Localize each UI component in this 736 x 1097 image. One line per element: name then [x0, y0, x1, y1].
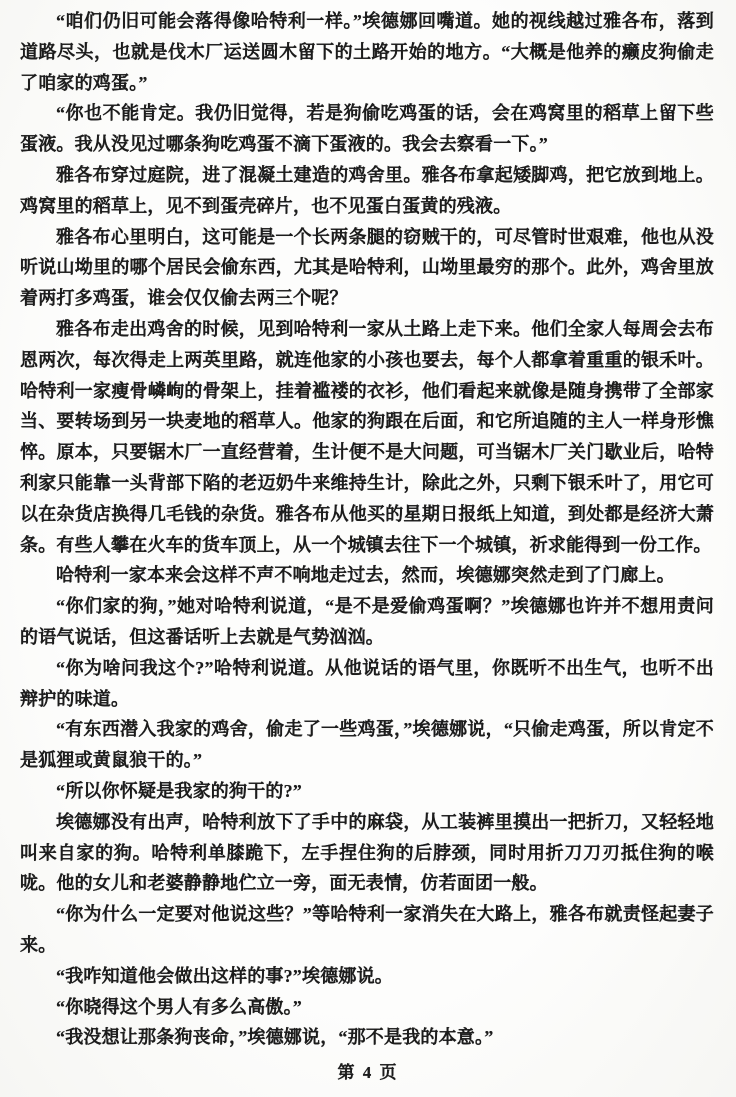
paragraph: 雅各布穿过庭院，进了混凝土建造的鸡舍里。雅各布拿起矮脚鸡，把它放到地上。鸡窝里的稻草上，见不到蛋壳碎片，也不见蛋白蛋黄的残液。	[20, 164, 714, 216]
paragraph: “我没想让那条狗丧命，”埃德娜说，“那不是我的本意。”	[56, 1027, 494, 1048]
paragraph: “有东西潜入我家的鸡舍，偷走了一些鸡蛋，”埃德娜说，“只偷走鸡蛋，所以肯定不是狐狸或黄鼠狼干的。”	[20, 719, 714, 771]
paragraph: 哈特利一家本来会这样不声不响地走过去，然而，埃德娜突然走到了门廊上。	[56, 565, 675, 586]
paragraph: “所以你怀疑是我家的狗干的?”	[56, 780, 302, 801]
paragraph: “你也不能肯定。我仍旧觉得，若是狗偷吃鸡蛋的话，会在鸡窝里的稻草上留下些蛋液。我从没见过哪条狗吃鸡蛋不滴下蛋液的。我会去察看一下。”	[20, 103, 714, 155]
paragraph: “我咋知道他会做出这样的事?”埃德娜说。	[56, 965, 393, 986]
paragraph: “你为什么一定要对他说这些？”等哈特利一家消失在大路上，雅各布就责怪起妻子来。	[20, 904, 714, 955]
paragraph: “你为啥问我这个?”哈特利说道。从他说话的语气里，你既听不出生气，也听不出辩护的味道。	[20, 657, 714, 709]
paragraph: “你们家的狗，”她对哈特利说道，“是不是爱偷鸡蛋啊？”埃德娜也许并不想用责问的语气说话，但这番话听上去就是气势汹汹。	[20, 596, 714, 647]
paragraph: “你晓得这个男人有多么高傲。”	[56, 996, 302, 1017]
paragraph: 埃德娜没有出声，哈特利放下了手中的麻袋，从工装裤里摸出一把折刀，又轻轻地叫来自家的狗。哈特利单膝跪下，左手捏住狗的后脖颈，同时用折刀刀刃抵住狗的喉咙。他的女儿和老婆静静地伫立一旁，面无表情，仿若面团一般。	[20, 811, 714, 894]
page-number: 第 4 页	[337, 1063, 399, 1082]
paragraph: 雅各布心里明白，这可能是一个长两条腿的窃贼干的，可尽管时世艰难，他也从没听说山坳里的哪个居民会偷东西，尤其是哈特利，山坳里最穷的那个。此外，鸡舍里放着两打多鸡蛋，谁会仅仅偷去两三个呢？	[20, 226, 714, 309]
paragraph: “咱们仍旧可能会落得像哈特利一样。”埃德娜回嘴道。她的视线越过雅各布，落到道路尽头，也就是伐木厂运送圆木留下的土路开始的地方。“大概是他养的癞皮狗偷走了咱家的鸡蛋。”	[20, 11, 714, 93]
paragraph: 雅各布走出鸡舍的时候，见到哈特利一家从土路上走下来。他们全家人每周会去布恩两次，每次得走上两英里路，就连他家的小孩也要去，每个人都拿着重重的银禾叶。哈特利一家瘦骨嶙峋的骨架上，挂着褴褛的衣衫，他们看起来就像是随身携带了全部家当、要转场到另一块麦地的稻草人。他家的狗跟在后面，和它所追随的主人一样身形憔悴。原本，只要锯木厂一直经营着，生计便不是大问题，可当锯木厂关门歇业后，哈特利家只能靠一头背部下陷的老迈奶牛来维持生计，除此之外，只剩下银禾叶了，用它可以在杂货店换得几毛钱的杂货。雅各布从他买的星期日报纸上知道，到处都是经济大萧条。有些人攀在火车的货车顶上，从一个城镇去往下一个城镇，祈求能得到一份工作。	[20, 318, 714, 555]
body-text	[20, 6, 714, 1053]
